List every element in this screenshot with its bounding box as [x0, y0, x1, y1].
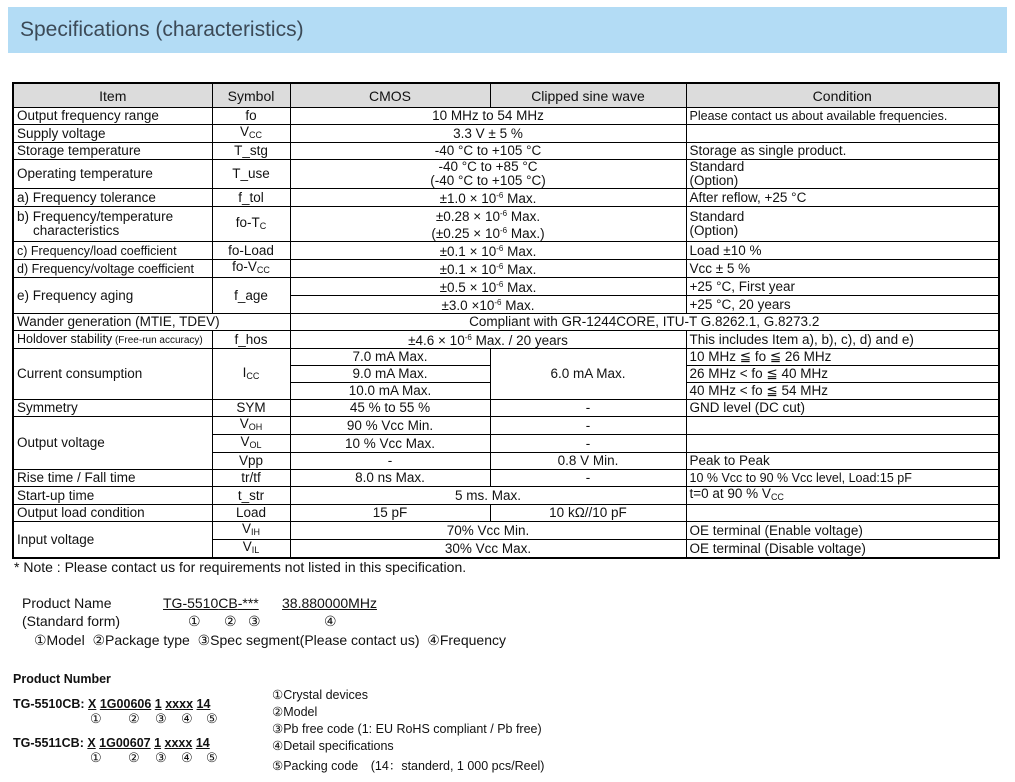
table-row — [13, 400, 999, 417]
cmos-cell: 10.0 mA Max. — [290, 383, 490, 400]
product-name-mark-3: ③ — [248, 613, 261, 629]
condition-cell: After reflow, +25 °C — [686, 189, 999, 207]
symbol-cell: fo-Load — [212, 242, 290, 260]
condition-cell: +25 °C, First year — [686, 278, 999, 296]
symbol-cell — [212, 349, 290, 400]
cmos-cell: 90 % Vcc Min. — [290, 417, 490, 435]
symbol-sub: OL — [249, 440, 262, 450]
code-legend-item: ⑤Packing code (14：standerd, 1 000 pcs/Reel) — [272, 759, 545, 773]
table-row — [13, 331, 999, 349]
symbol-cell: Vpp — [212, 453, 290, 470]
symbol-cell: f_tol — [212, 189, 290, 207]
condition-cell — [686, 417, 999, 435]
condition-line: Standard — [689, 209, 745, 224]
value-exponent: -6 — [496, 244, 504, 253]
item-cell: e) Frequency aging — [13, 278, 212, 314]
condition-cell — [686, 505, 999, 522]
condition-line: Standard — [689, 159, 745, 174]
code-frequency: 38.880000MHz — [282, 595, 377, 611]
symbol-main: V — [239, 416, 249, 431]
item-cell: Rise time / Fall time — [13, 470, 212, 487]
item-cell: Symmetry — [13, 400, 212, 417]
symbol-cell — [212, 540, 290, 559]
symbol-cell: tr/tf — [212, 470, 290, 487]
value-cell — [290, 160, 686, 189]
table-row — [13, 143, 999, 160]
symbol-cell — [212, 435, 290, 453]
condition-cell — [686, 435, 999, 453]
symbol-sub: CC — [249, 130, 262, 140]
standard-form-label: (Standard form) — [22, 613, 121, 629]
symbol-cell — [212, 125, 290, 143]
code-legend-item: ①Crystal devices — [272, 688, 368, 702]
condition-cell: +25 °C, 20 years — [686, 296, 999, 314]
item-cell — [13, 331, 212, 349]
spec-table — [12, 82, 1000, 559]
value-line — [294, 224, 683, 241]
code-spec: -*** — [237, 595, 259, 611]
value-cell — [290, 207, 686, 242]
condition-cell: OE terminal (Enable voltage) — [686, 522, 999, 540]
table-row — [13, 278, 999, 296]
symbol-cell: f_age — [212, 278, 290, 314]
value-cell: 70% Vcc Min. — [290, 522, 686, 540]
table-row — [13, 522, 999, 540]
value-text: ±1.0 × 10 — [439, 191, 497, 206]
value-text: ±3.0 ×10 — [441, 298, 495, 313]
value-text: Max. — [503, 280, 537, 295]
product-number-title: Product Number — [13, 672, 111, 686]
product-name-mark-4: ④ — [324, 613, 337, 629]
table-row — [13, 207, 999, 242]
value-text: ±0.5 × 10 — [439, 280, 497, 295]
code-part: X — [88, 697, 97, 711]
code-mark: ③ — [155, 750, 167, 765]
code-mark: ④ — [181, 711, 193, 726]
item-note: (Free-run accuracy) — [112, 334, 203, 346]
product-name-frequency — [282, 595, 377, 611]
condition-cell — [686, 487, 999, 505]
spec-note: * Note : Please contact us for requirements not listed in this specification. — [14, 559, 467, 575]
item-cell: Operating temperature — [13, 160, 212, 189]
cmos-cell: 9.0 mA Max. — [290, 366, 490, 383]
value-exponent: -6 — [496, 280, 504, 289]
condition-line: (Option) — [689, 223, 739, 238]
product-number-code-1 — [13, 697, 210, 711]
item-cell: a) Frequency tolerance — [13, 189, 212, 207]
value-text: Max.) — [507, 226, 545, 241]
table-row — [13, 349, 999, 366]
cmos-cell: 7.0 mA Max. — [290, 349, 490, 366]
symbol-cell: f_hos — [212, 331, 290, 349]
table-row — [13, 242, 999, 260]
product-name-mark-2: ② — [224, 613, 237, 629]
sine-cell: 6.0 mA Max. — [490, 349, 686, 400]
item-cell: Output load condition — [13, 505, 212, 522]
symbol-sub: CC — [256, 265, 270, 275]
symbol-sub: CC — [246, 370, 260, 381]
code-model: TG-5510 — [163, 595, 219, 611]
sine-cell: - — [490, 400, 686, 417]
value-text: (±0.25 × 10 — [431, 226, 500, 241]
value-text: Max. — [503, 244, 537, 259]
code-mark: ③ — [155, 711, 167, 726]
value-exponent: -6 — [499, 226, 508, 235]
product-name-label: Product Name — [22, 595, 112, 611]
code-part: 1 — [154, 736, 162, 750]
value-cell: -40 °C to +105 °C — [290, 143, 686, 160]
symbol-cell — [212, 417, 290, 435]
item-cell: Start-up time — [13, 487, 212, 505]
cmos-cell: 15 pF — [290, 505, 490, 522]
symbol-main: V — [239, 124, 249, 139]
col-header-cmos: CMOS — [290, 83, 490, 108]
code-prefix: TG-5511CB: — [13, 736, 88, 750]
col-header-symbol: Symbol — [212, 83, 290, 108]
table-header-row — [13, 83, 999, 108]
value-text: ±0.1 × 10 — [439, 262, 497, 277]
table-row — [13, 487, 999, 505]
symbol-cell — [212, 522, 290, 540]
sine-cell: 0.8 V Min. — [490, 453, 686, 470]
col-header-sine: Clipped sine wave — [490, 83, 686, 108]
code-prefix: TG-5510CB: — [13, 697, 89, 711]
value-exponent: -6 — [496, 191, 504, 200]
code-part: X — [87, 736, 96, 750]
value-text: Max. — [501, 298, 535, 313]
table-row — [13, 125, 999, 143]
code-legend-item: ③Pb free code (1: EU RoHS compliant / Pb free) — [272, 722, 542, 736]
page-title: Specifications (characteristics) — [20, 18, 304, 41]
condition-cell — [686, 207, 999, 242]
value-line: -40 °C to +85 °C — [438, 159, 538, 174]
col-header-condition: Condition — [686, 83, 999, 108]
value-exponent: -6 — [496, 262, 504, 271]
condition-cell: Please contact us about available frequencies. — [686, 108, 999, 125]
value-line: (-40 °C to +105 °C) — [430, 173, 546, 188]
item-line: b) Frequency/temperature — [17, 209, 174, 224]
value-cell — [290, 296, 686, 314]
code-mark: ① — [90, 711, 102, 726]
cmos-cell: - — [290, 453, 490, 470]
value-cell: 30% Vcc Max. — [290, 540, 686, 559]
symbol-cell: t_str — [212, 487, 290, 505]
code-mark: ⑤ — [206, 750, 218, 765]
value-exponent: -6 — [499, 209, 508, 218]
value-cell: 3.3 V ± 5 % — [290, 125, 686, 143]
item-cell — [13, 207, 212, 242]
cmos-cell: 45 % to 55 % — [290, 400, 490, 417]
condition-cell — [686, 125, 999, 143]
value-cell: Compliant with GR-1244CORE, ITU-T G.8262.1, G.8273.2 — [290, 314, 999, 331]
value-exponent: -6 — [494, 298, 502, 307]
condition-cell: 10 % Vcc to 90 % Vcc level, Load:15 pF — [686, 470, 999, 487]
symbol-main: fo-V — [232, 259, 257, 274]
condition-cell: GND level (DC cut) — [686, 400, 999, 417]
symbol-sub: IL — [251, 545, 260, 555]
value-cell — [290, 189, 686, 207]
value-text: Max. — [503, 262, 537, 277]
table-row — [13, 470, 999, 487]
item-cell: Input voltage — [13, 522, 212, 559]
symbol-main: I — [242, 364, 247, 380]
value-cell — [290, 260, 686, 278]
item-line: characteristics — [33, 223, 120, 238]
product-name-mark-1: ① — [188, 613, 201, 629]
col-header-item: Item — [13, 83, 212, 108]
symbol-cell: SYM — [212, 400, 290, 417]
value-exponent: -6 — [464, 333, 472, 342]
item-cell: Supply voltage — [13, 125, 212, 143]
code-part: 1G00606 — [99, 697, 152, 711]
symbol-cell: T_use — [212, 160, 290, 189]
symbol-main: V — [240, 434, 250, 449]
code-part: 1 — [154, 697, 162, 711]
condition-cell: Load ±10 % — [686, 242, 999, 260]
sine-cell: 10 kΩ//10 pF — [490, 505, 686, 522]
table-row — [13, 160, 999, 189]
value-text: Max. — [503, 191, 537, 206]
code-mark: ⑤ — [206, 711, 218, 726]
condition-sub: CC — [770, 492, 784, 502]
table-row — [13, 505, 999, 522]
product-name-code — [163, 595, 259, 611]
symbol-sub: OH — [248, 422, 263, 432]
table-row — [13, 108, 999, 125]
table-row — [13, 260, 999, 278]
value-text: ±4.6 × 10 — [408, 333, 465, 348]
sine-cell: - — [490, 417, 686, 435]
value-text: ±0.28 × 10 — [435, 209, 500, 224]
symbol-cell: fo — [212, 108, 290, 125]
value-cell — [290, 242, 686, 260]
condition-cell: Storage as single product. — [686, 143, 999, 160]
value-cell — [290, 331, 686, 349]
value-cell: 10 MHz to 54 MHz — [290, 108, 686, 125]
condition-cell: 40 MHz < fo ≦ 54 MHz — [686, 383, 999, 400]
section-banner — [8, 7, 1007, 53]
item-cell: c) Frequency/load coefficient — [13, 242, 212, 260]
value-text: Max. — [507, 209, 541, 224]
condition-cell: OE terminal (Disable voltage) — [686, 540, 999, 559]
condition-cell — [686, 160, 999, 189]
sine-cell: - — [490, 470, 686, 487]
symbol-cell — [212, 207, 290, 242]
symbol-main: V — [242, 539, 252, 554]
code-part: 14 — [196, 697, 211, 711]
code-mark: ① — [90, 750, 102, 765]
value-cell — [290, 278, 686, 296]
sine-cell: - — [490, 435, 686, 453]
condition-cell: 26 MHz < fo ≦ 40 MHz — [686, 366, 999, 383]
condition-cell: This includes Item a), b), c), d) and e) — [686, 331, 999, 349]
symbol-cell — [212, 260, 290, 278]
code-part: xxxx — [165, 697, 194, 711]
value-cell: 5 ms. Max. — [290, 487, 686, 505]
condition-cell: Vcc ± 5 % — [686, 260, 999, 278]
item-cell: Wander generation (MTIE, TDEV) — [13, 314, 290, 331]
condition-text: t=0 at 90 % V — [689, 486, 771, 501]
table-row — [13, 417, 999, 435]
item-cell: Output frequency range — [13, 108, 212, 125]
code-part: 1G00607 — [99, 736, 151, 750]
item-cell: d) Frequency/voltage coefficient — [13, 260, 212, 278]
product-name-legend: ①Model ②Package type ③Spec segment(Please contact us) ④Frequency — [34, 632, 506, 648]
symbol-main: fo-T — [235, 214, 260, 230]
condition-cell: Peak to Peak — [686, 453, 999, 470]
cmos-cell: 10 % Vcc Max. — [290, 435, 490, 453]
condition-line: (Option) — [689, 173, 739, 188]
code-mark: ② — [128, 750, 140, 765]
code-mark: ④ — [181, 750, 193, 765]
cmos-cell: 8.0 ns Max. — [290, 470, 490, 487]
symbol-sub: C — [259, 220, 267, 231]
code-part: xxxx — [164, 736, 193, 750]
item-text: Holdover stability — [17, 331, 113, 346]
table-row — [13, 189, 999, 207]
code-package: CB — [218, 595, 238, 611]
symbol-sub: IH — [251, 527, 260, 537]
code-part: 14 — [195, 736, 210, 750]
item-cell: Output voltage — [13, 417, 212, 470]
item-cell: Current consumption — [13, 349, 212, 400]
code-mark: ② — [128, 711, 140, 726]
item-cell: Storage temperature — [13, 143, 212, 160]
condition-cell: 10 MHz ≦ fo ≦ 26 MHz — [686, 349, 999, 366]
value-line — [294, 207, 683, 224]
code-legend-item: ④Detail specifications — [272, 739, 394, 753]
symbol-cell: T_stg — [212, 143, 290, 160]
value-text: Max. / 20 years — [471, 333, 568, 348]
product-number-code-2 — [13, 736, 210, 750]
symbol-cell: Load — [212, 505, 290, 522]
symbol-main: V — [241, 521, 251, 536]
code-legend-item: ②Model — [272, 705, 318, 719]
value-text: ±0.1 × 10 — [439, 244, 497, 259]
table-row — [13, 314, 999, 331]
